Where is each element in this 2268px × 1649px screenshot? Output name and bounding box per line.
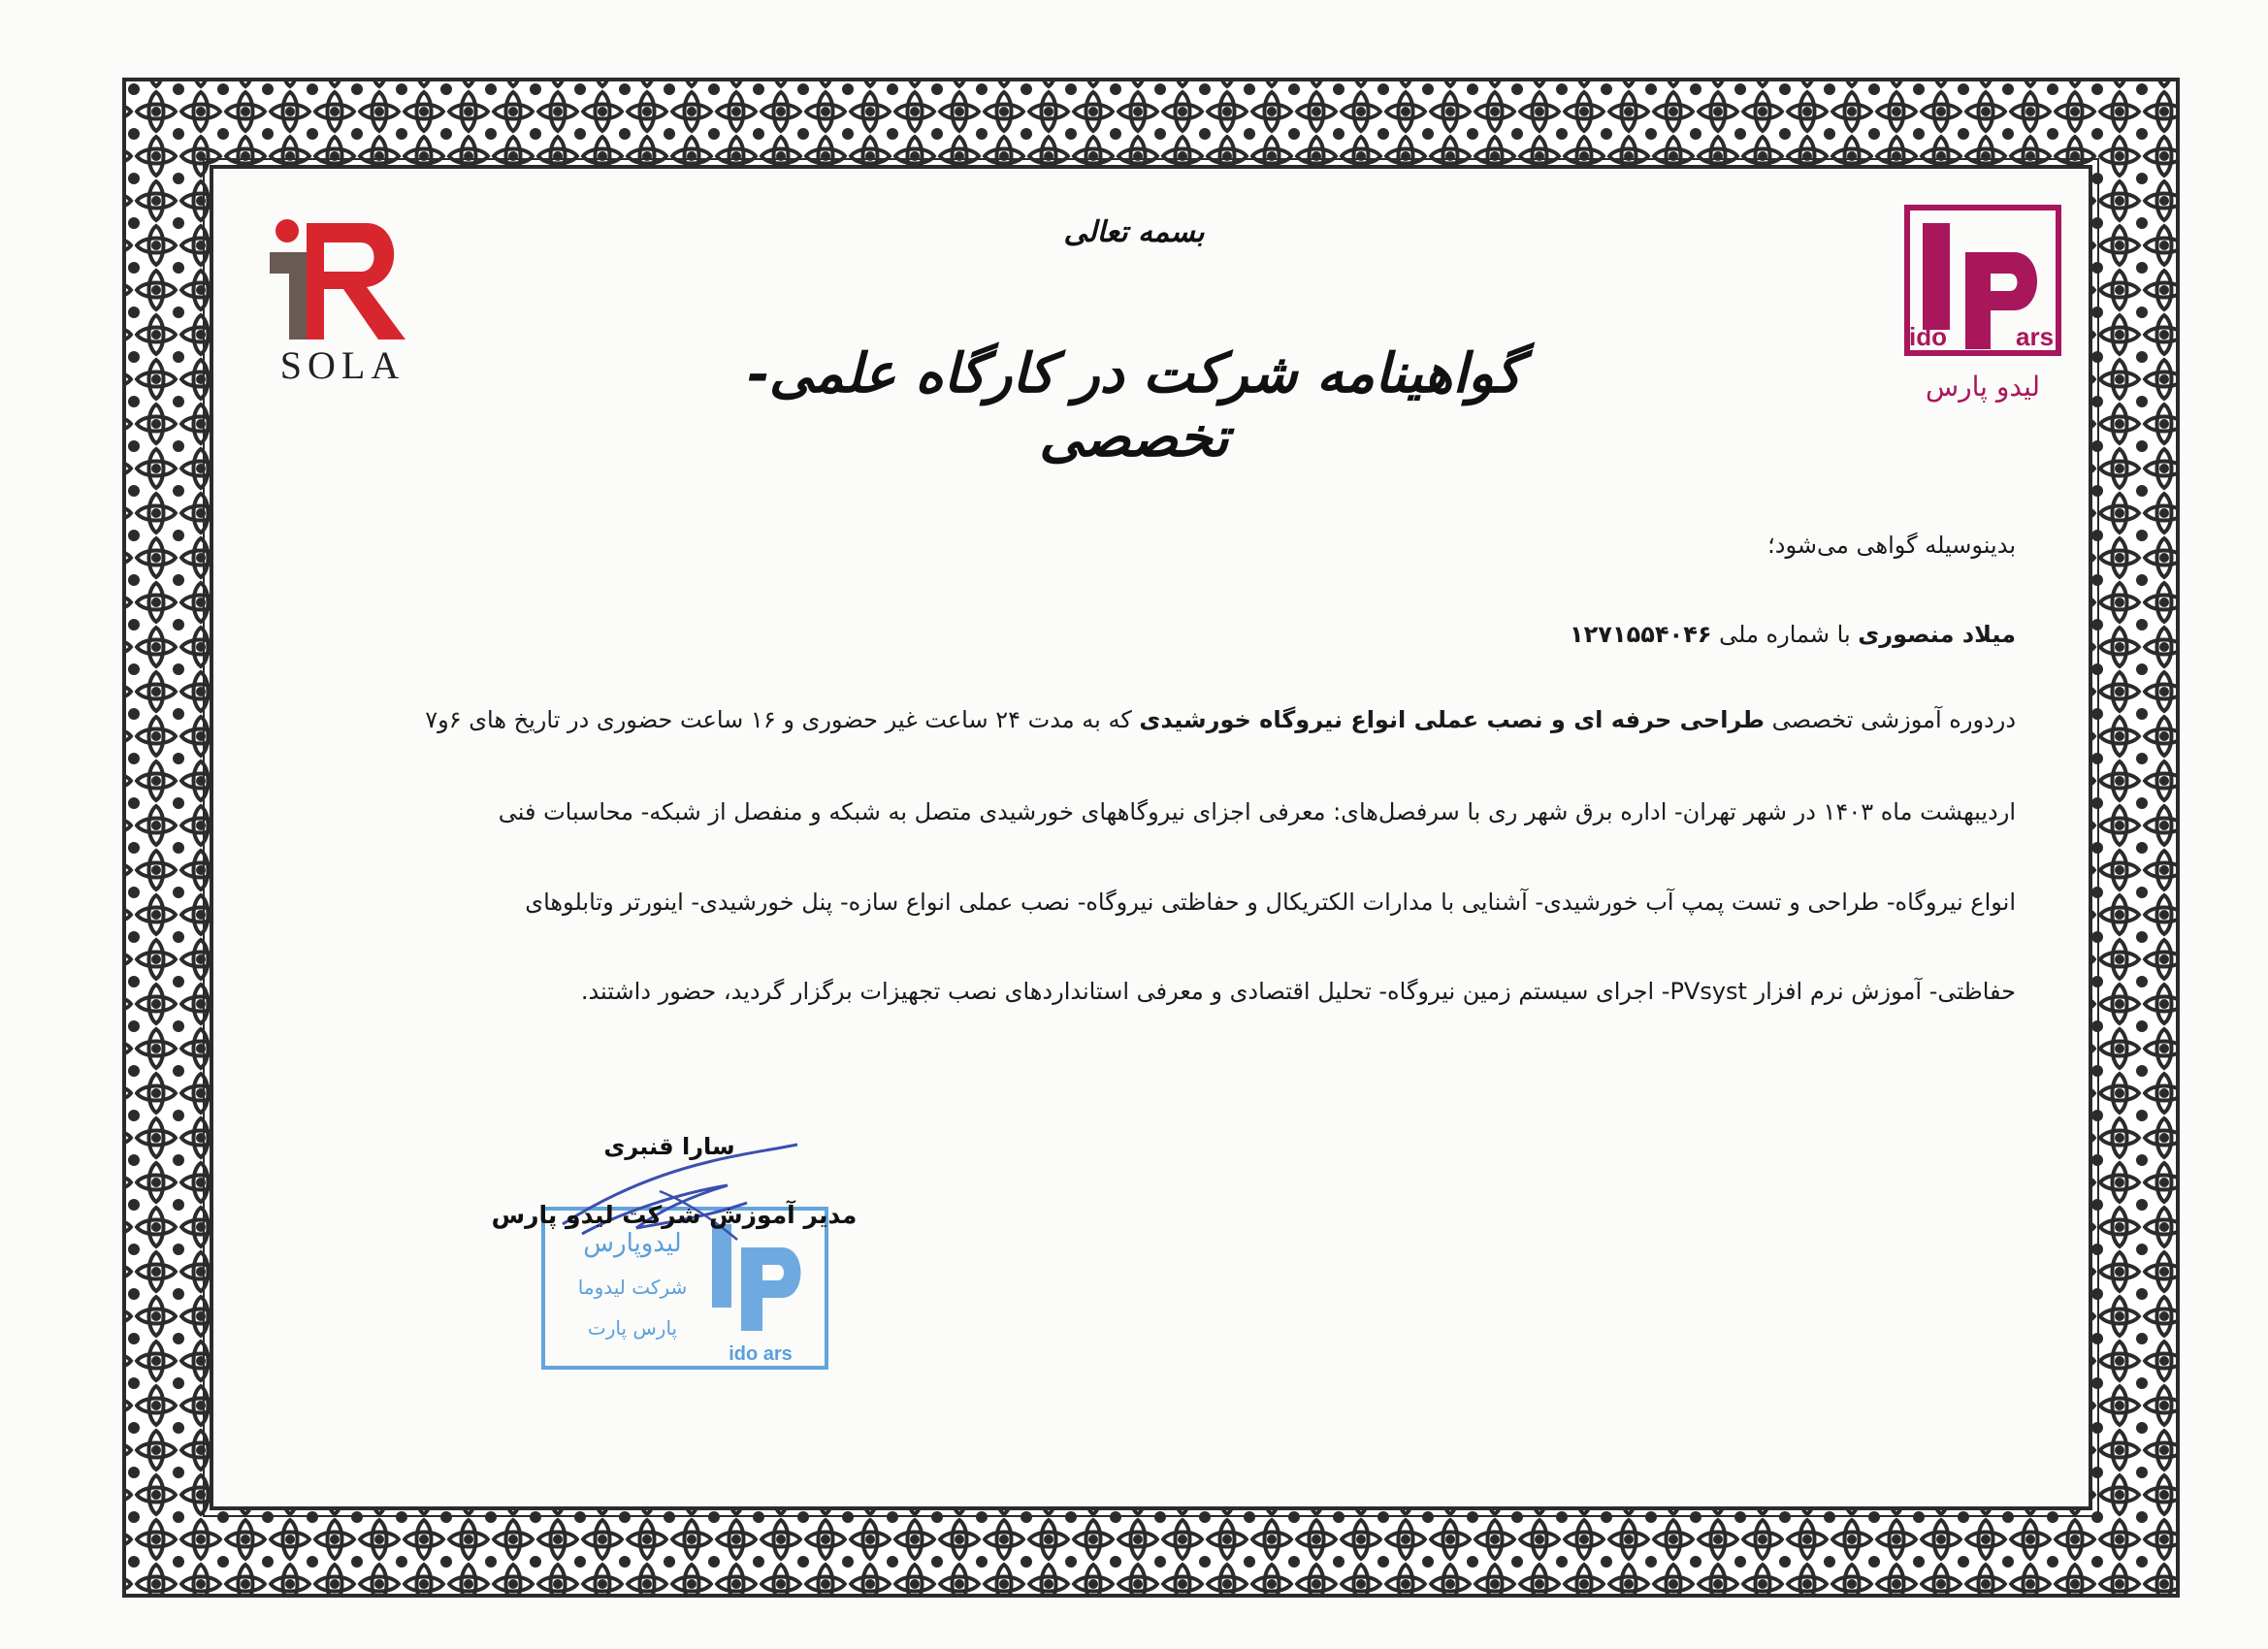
course-title: طراحی حرفه ای و نصب عملی انواع نیروگاه خورشیدی (1139, 706, 1765, 733)
invocation: بسمه تعالی (1063, 215, 1205, 249)
svg-text:ido: ido (1909, 322, 1947, 351)
national-id: ۱۲۷۱۵۵۴۰۴۶ (1570, 621, 1712, 648)
certificate-title: گواهینامه شرکت در کارگاه علمی- تخصصی (746, 341, 1522, 469)
p1-prefix: دردوره آموزشی تخصصی (1764, 706, 2016, 733)
signer-title: مدیر آموزش شرکت لیدو پارس (491, 1201, 858, 1229)
lido-persian-name: لیدو پارس (1925, 371, 2041, 403)
stamp-brand: ido ars (729, 1343, 793, 1365)
paragraph-line-2: اردیبهشت ماه ۱۴۰۳ در شهر تهران- اداره برق شهر ری با سرفصل‌های: معرفی اجزای نیروگاههای خورشیدی متصل به شبکه و منفصل از شبکه- محاسبات فنی (498, 798, 2016, 825)
lido-pars-logo (1901, 204, 2064, 409)
svg-text:ars: ars (2016, 322, 2055, 351)
irsola-logo (260, 213, 425, 388)
p1-suffix: که به مدت ۲۴ ساعت غیر حضوری و ۱۶ ساعت حضوری در تاریخ های ۶و۷ (425, 706, 1140, 733)
stamp-line-2: شرکت لیدوما (577, 1276, 688, 1299)
irsola-word: SOLA (279, 343, 405, 387)
recipient-name: میلاد منصوری (1858, 621, 2016, 648)
stamp-line-3: پارس پارت (587, 1316, 678, 1340)
certify-line: بدینوسیله گواهی می‌شود؛ (1767, 532, 2016, 559)
signer-name: سارا قنبری (603, 1133, 735, 1160)
paragraph-line-4: حفاظتی- آموزش نرم افزار PVsyst- اجرای سیستم زمین نیروگاه- تحلیل اقتصادی و معرفی استانداردهای نصب تجهیزات برگزار گردید، حضور داشتند. (580, 978, 2016, 1005)
stamp-line-1: لیدوپارس (583, 1229, 682, 1258)
national-id-label: با شماره ملی (1719, 621, 1851, 648)
recipient-line (1570, 621, 2016, 648)
paragraph-line-3: انواع نیروگاه- طراحی و تست پمپ آب خورشیدی- آشنایی با مدارات الکتریکال و حفاظتی نیروگاه- نصب عملی انواع سازه- پنل خورشیدی- اینورتر وتابلوهای (525, 889, 2016, 916)
paragraph-line-1 (258, 706, 2016, 733)
